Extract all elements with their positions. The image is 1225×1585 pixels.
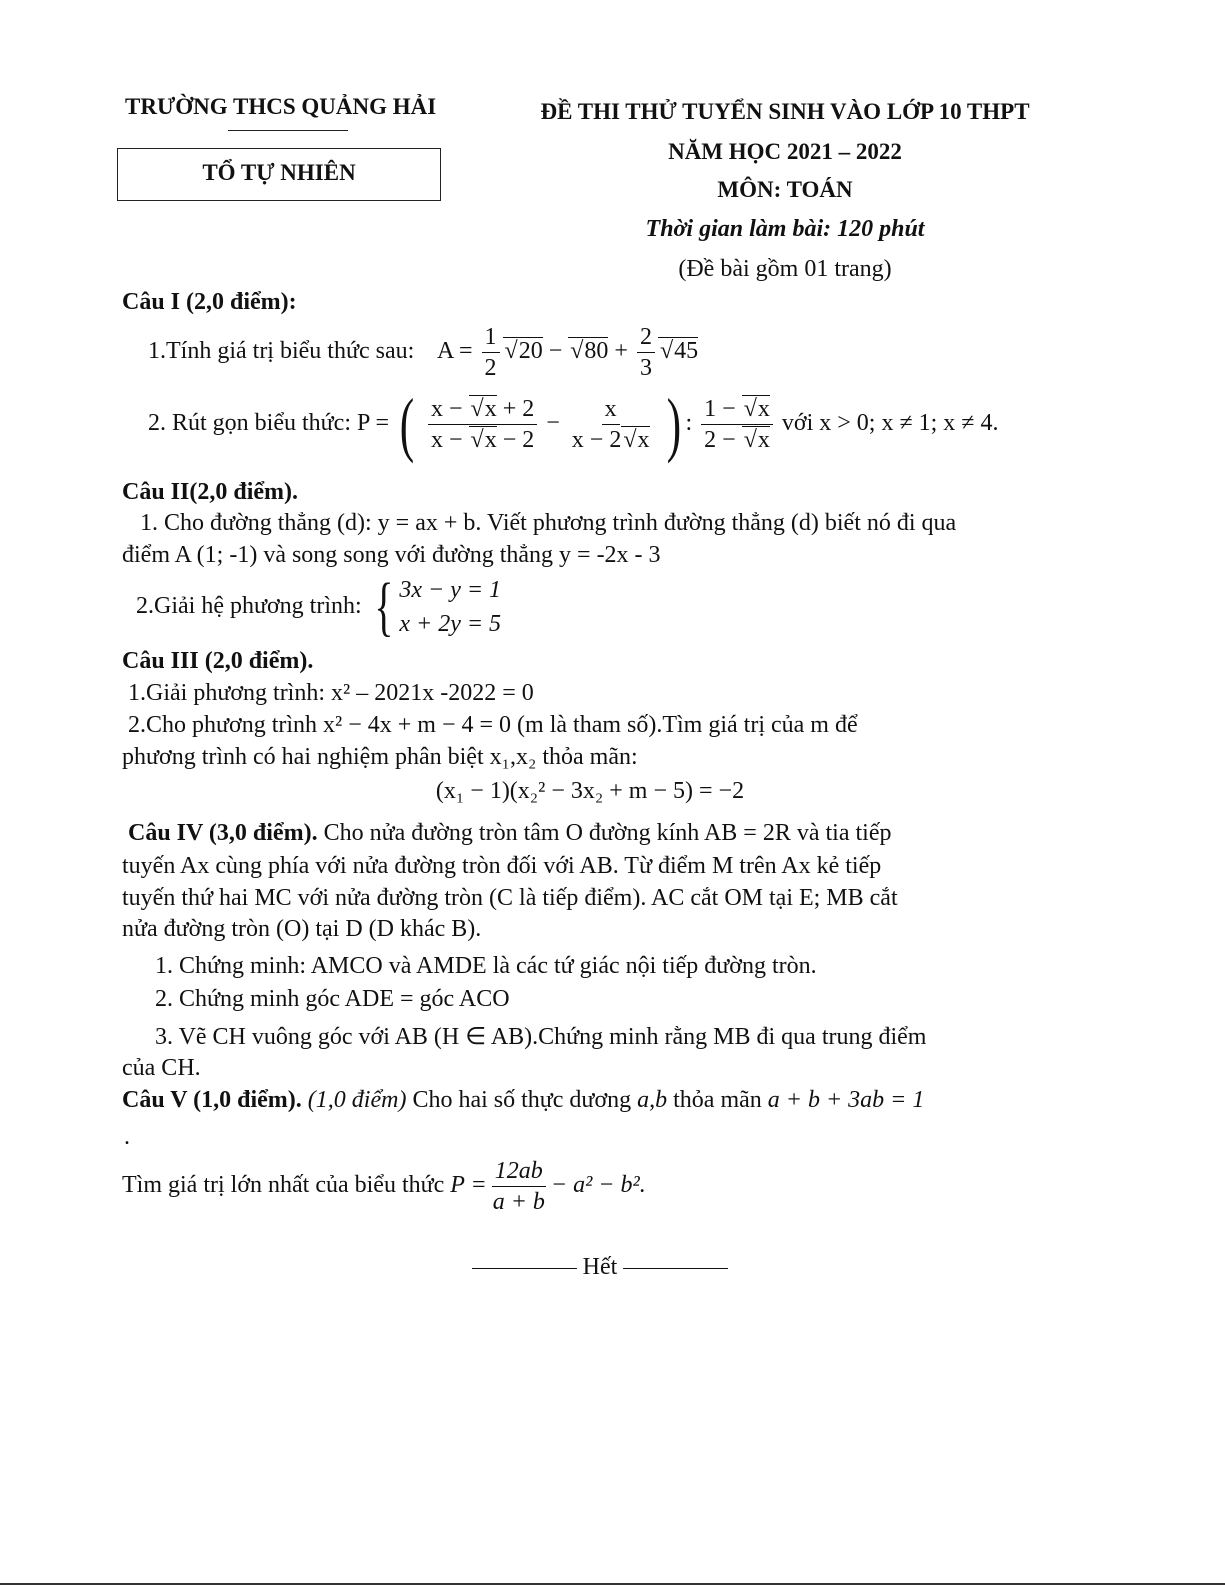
math-text: x − bbox=[430, 395, 463, 422]
question-4-line-1 bbox=[128, 818, 891, 848]
part-text: 2. Rút gọn biểu thức: bbox=[148, 410, 351, 436]
question-4-line-4: nửa đường tròn (O) tại D (D khác B). bbox=[122, 916, 482, 942]
divider bbox=[472, 1268, 577, 1269]
system-brace: { bbox=[374, 570, 394, 644]
left-paren: ( bbox=[399, 384, 415, 465]
question-5-title: Câu V (1,0 điểm). bbox=[122, 1087, 302, 1113]
question-5-line-2 bbox=[122, 1152, 646, 1218]
fraction bbox=[490, 1156, 548, 1217]
equation-system bbox=[399, 573, 501, 641]
math-text: A = bbox=[436, 338, 473, 365]
text: Cho hai số thực dương bbox=[412, 1087, 632, 1113]
question-4-part-1: 1. Chứng minh: AMCO và AMDE là các tứ giác nội tiếp đường tròn. bbox=[155, 953, 817, 979]
denominator: 2 bbox=[484, 355, 497, 381]
question-4-line-2: tuyến Ax cùng phía với nửa đường tròn đối với AB. Từ điểm M trên Ax kẻ tiếp bbox=[122, 853, 882, 879]
end-marker bbox=[440, 1252, 760, 1282]
question-4-part-3-cont: của CH. bbox=[122, 1055, 201, 1081]
sqrt: √ 80 bbox=[568, 337, 608, 364]
question-3-part-2: 2.Cho phương trình x² − 4x + m − 4 = 0 (m là tham số).Tìm giá trị của m để bbox=[128, 712, 858, 738]
math-text: x − 2 bbox=[571, 426, 622, 453]
question-3-equation: (x₁ − 1)(x₂² − 3x₂ + m − 5) = −2 bbox=[435, 778, 745, 804]
question-3-title: Câu III (2,0 điểm). bbox=[122, 648, 314, 674]
fraction bbox=[701, 394, 773, 455]
fraction bbox=[637, 322, 655, 383]
math-text: − 2 bbox=[502, 426, 535, 453]
question-3-part-1: 1.Giải phương trình: x² – 2021x -2022 = 0 bbox=[128, 680, 534, 706]
condition: a + b + 3ab = 1 bbox=[767, 1087, 925, 1113]
question-2-part-1-cont: điểm A (1; -1) và song song với đường thẳng y = -2x - 3 bbox=[122, 542, 661, 568]
denominator bbox=[569, 425, 653, 455]
math-op: − bbox=[548, 338, 563, 365]
question-2-part-1: 1. Cho đường thẳng (d): y = ax + b. Viết phương trình đường thẳng (d) biết nó đi qua bbox=[140, 510, 957, 536]
math-op: + bbox=[614, 338, 628, 365]
exam-time: Thời gian làm bài: 120 phút bbox=[645, 216, 925, 242]
condition: với x > 0; x ≠ 1; x ≠ 4. bbox=[781, 410, 999, 436]
end-text: Hết bbox=[582, 1254, 618, 1280]
text: Cho nửa đường tròn tâm O đường kính AB = 2R và tia tiếp bbox=[323, 820, 892, 846]
math-text: 1 − bbox=[704, 395, 736, 422]
exam-title: ĐỀ THI THỬ TUYỂN SINH VÀO LỚP 10 THPT bbox=[540, 99, 1030, 124]
question-4-part-3: 3. Vẽ CH vuông góc với AB (H ∈ AB).Chứng minh rằng MB đi qua trung điểm bbox=[155, 1024, 927, 1050]
numerator: 12ab bbox=[492, 1156, 546, 1187]
equation: 3x − y = 1 bbox=[399, 577, 502, 604]
fraction bbox=[569, 394, 653, 455]
fraction bbox=[428, 394, 537, 455]
numerator: 1 bbox=[482, 322, 500, 353]
header-underline bbox=[228, 130, 348, 131]
part-text: 1.Tính giá trị biểu thức sau: bbox=[148, 338, 415, 365]
question-4-title: Câu IV (3,0 điểm). bbox=[128, 820, 318, 846]
math-text: − a² − b². bbox=[550, 1172, 646, 1198]
math-text: P = bbox=[450, 1172, 487, 1198]
sqrt: √ x bbox=[621, 426, 649, 453]
equation: x + 2y = 5 bbox=[399, 611, 502, 638]
numerator bbox=[428, 394, 537, 425]
school-name: TRƯỜNG THCS QUẢNG HẢI bbox=[125, 94, 437, 119]
math-text: x − bbox=[430, 426, 463, 453]
denominator: 3 bbox=[639, 355, 652, 381]
text: Tìm giá trị lớn nhất của biểu thức bbox=[122, 1172, 445, 1198]
subject: MÔN: TOÁN bbox=[717, 177, 853, 202]
right-paren: ) bbox=[666, 384, 681, 465]
question-4-part-2: 2. Chứng minh góc ADE = góc ACO bbox=[155, 986, 510, 1012]
denominator: a + b bbox=[492, 1188, 545, 1215]
math-text: P = bbox=[357, 410, 389, 436]
question-1-title: Câu I (2,0 điểm): bbox=[122, 289, 297, 315]
sqrt: √ x bbox=[742, 426, 770, 453]
page-count: (Đề bài gồm 01 trang) bbox=[678, 256, 892, 282]
question-4-line-3: tuyến thứ hai MC với nửa đường tròn (C là tiếp điểm). AC cắt OM tại E; MB cắt bbox=[122, 885, 898, 911]
divider bbox=[623, 1268, 728, 1269]
math-op: − bbox=[546, 410, 560, 436]
sqrt: √ x bbox=[742, 395, 770, 422]
part-text: 2.Giải hệ phương trình: bbox=[136, 593, 362, 619]
school-year: NĂM HỌC 2021 – 2022 bbox=[668, 139, 902, 164]
sqrt: √ x bbox=[469, 426, 497, 453]
department-name: TỔ TỰ NHIÊN bbox=[202, 160, 356, 185]
question-1-part-2 bbox=[148, 384, 999, 465]
question-5-line-1 bbox=[122, 1085, 924, 1115]
question-1-part-1 bbox=[148, 322, 698, 383]
question-3-part-2-cont: phương trình có hai nghiệm phân biệt x₁,x₂ thỏa mãn: bbox=[122, 744, 638, 770]
denominator bbox=[428, 425, 537, 455]
points-note: (1,0 điểm) bbox=[307, 1087, 407, 1113]
math-vars: a,b bbox=[637, 1087, 668, 1113]
sqrt: √ 20 bbox=[503, 337, 543, 364]
math-op: : bbox=[685, 410, 693, 436]
math-text: + 2 bbox=[502, 395, 535, 422]
sqrt: √ 45 bbox=[658, 337, 698, 364]
numerator: 2 bbox=[637, 322, 655, 353]
numerator: x bbox=[602, 394, 620, 425]
text: thỏa mãn bbox=[673, 1087, 762, 1113]
math-text: 2 − bbox=[704, 426, 736, 453]
numerator bbox=[701, 394, 773, 425]
fraction bbox=[482, 322, 500, 383]
sqrt: √ x bbox=[469, 395, 497, 422]
stray-dot: . bbox=[124, 1124, 130, 1150]
denominator bbox=[701, 425, 773, 455]
question-2-part-2 bbox=[136, 570, 502, 644]
question-2-title: Câu II(2,0 điểm). bbox=[122, 479, 299, 505]
